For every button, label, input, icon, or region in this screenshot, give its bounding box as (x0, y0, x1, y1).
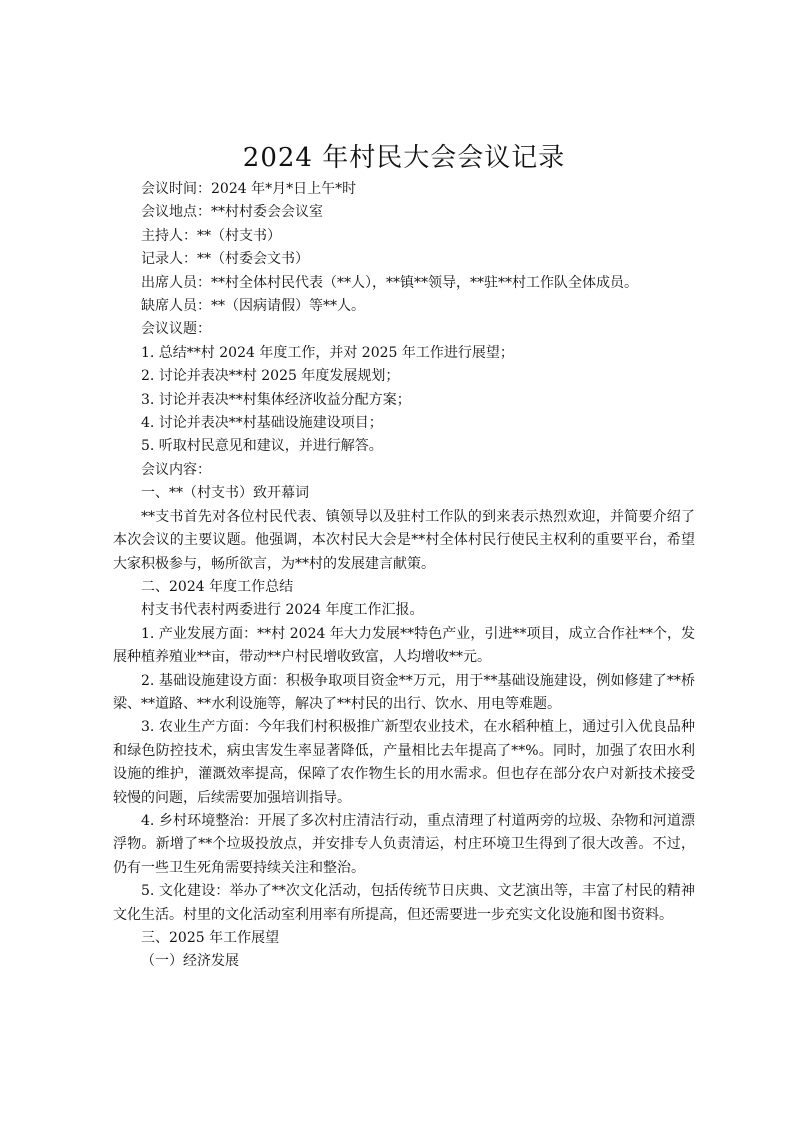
document-body (113, 178, 695, 974)
attendees: 出席人员：**村全体村民代表（**人），**镇**领导，**驻**村工作队全体成员。 (141, 274, 638, 291)
agenda-item-4: 4. 讨论并表决**村基础设施建设项目； (141, 415, 383, 432)
document-page (113, 140, 695, 974)
section-3-heading: 三、2025 年工作展望 (141, 930, 280, 946)
agenda-item-5: 5. 听取村民意见和建议，并进行解答。 (141, 438, 383, 455)
document-title: 2024 年村民大会会议记录 (242, 143, 566, 173)
agenda-item-1: 1. 总结**村 2024 年度工作，并对 2025 年工作进行展望； (141, 344, 514, 361)
section-1-paragraph: **支书首先对各位村民代表、镇领导以及驻村工作队的到来表示热烈欢迎，并简要介绍了本次会议的主要议题。他强调，本次村民大会是**村全体村民行使民主权利的重要平台，希望大家积极参与，畅所欲言，为**村的发展建言献策。 (113, 508, 695, 572)
meeting-location: 会议地点：**村村委会会议室 (141, 204, 323, 221)
agenda-item-2: 2. 讨论并表决**村 2025 年度发展规划； (141, 368, 400, 385)
subsection-1-heading: （一）经济发展 (141, 953, 239, 970)
host: 主持人：**（村支书） (141, 227, 281, 244)
summary-item-3: 3. 农业生产方面：今年我们村积极推广新型农业技术，在水稻种植上，通过引入优良品种和绿色防控技术，病虫害发生率显著降低，产量相比去年提高了**%。同时，加强了农田水利设施的维护，灌溉效率提高，保障了农作物生长的用水需求。但也存在部分农户对新技术接受较慢的问题，后续需要加强培训指导。 (113, 719, 695, 806)
agenda-heading: 会议议题： (141, 321, 211, 338)
summary-item-4: 4. 乡村环境整治：开展了多次村庄清洁行动，重点清理了村道两旁的垃圾、杂物和河道漂浮物。新增了**个垃圾投放点，并安排专人负责清运，村庄环境卫生得到了很大改善。不过，仍有一些卫生死角需要持续关注和整治。 (113, 812, 695, 876)
content-heading: 会议内容： (141, 461, 211, 478)
section-2-heading: 二、2024 年度工作总结 (141, 578, 294, 595)
absentees: 缺席人员：**（因病请假）等**人。 (141, 298, 365, 315)
section-1-heading: 一、**（村支书）致开幕词 (141, 485, 309, 502)
summary-item-1: 1. 产业发展方面：**村 2024 年大力发展**特色产业，引进**项目，成立合作社**个，发展种植养殖业**亩，带动**户村民增收致富，人均增收**元。 (113, 625, 695, 666)
agenda-item-3: 3. 讨论并表决**村集体经济收益分配方案； (141, 391, 411, 408)
summary-item-5: 5. 文化建设：举办了**次文化活动，包括传统节日庆典、文艺演出等，丰富了村民的精神文化生活。村里的文化活动室利用率有所提高，但还需要进一步充实文化设施和图书资料。 (113, 883, 695, 923)
recorder: 记录人：**（村委会文书） (141, 251, 309, 268)
section-2-intro: 村支书代表村两委进行 2024 年度工作汇报。 (141, 602, 424, 619)
summary-item-2: 2. 基础设施建设方面：积极争取项目资金**万元，用于**基础设施建设，例如修建了**桥梁、**道路、**水利设施等，解决了**村民的出行、饮水、用电等难题。 (113, 672, 695, 712)
meeting-time: 会议时间：2024 年*月*日上午*时 (141, 181, 357, 197)
